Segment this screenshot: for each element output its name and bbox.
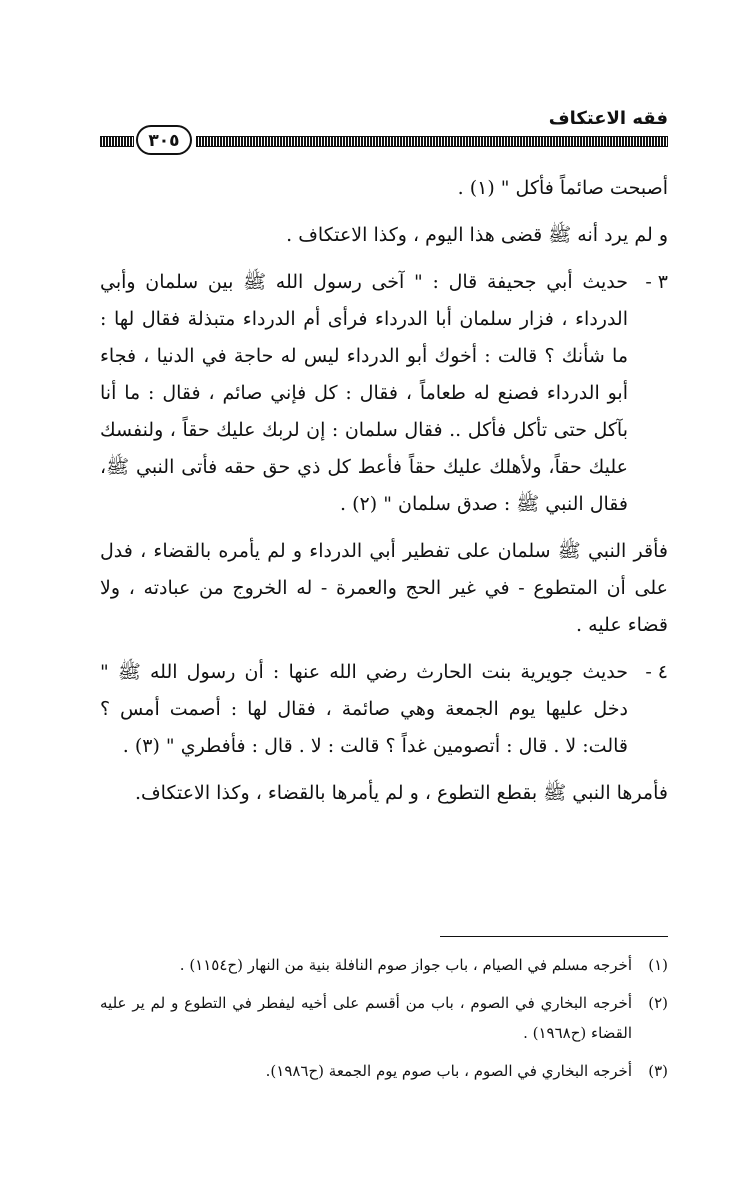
- page-number: ٣٠٥: [136, 125, 192, 155]
- footnotes: [100, 950, 668, 1094]
- item-text: حديث جويرية بنت الحارث رضي الله عنها : أن رسول الله ﷺ " دخل عليها يوم الجمعة وهي صائمة ، فقال لها : أصمت أمس ؟ قالت: لا . قال : أتصومين غداً ؟ قالت : لا . قال : فأفطري " (٣) .: [100, 661, 628, 757]
- item-text: حديث أبي جحيفة قال : " آخى رسول الله ﷺ بين سلمان وأبي الدرداء ، فزار سلمان أبا الدرداء فرأى أم الدرداء متبذلة فقال لها : ما شأنك ؟ قالت : أخوك أبو الدرداء ليس له حاجة في الدنيا ، فجاء أبو الدرداء فصنع له طعاماً ، فقال : كل فإني صائم ، فقال : ما أنا بآكل حتى تأكل فأكل .. فقال سلمان : إن لربك عليك حقاً ، ولنفسك عليك حقاً، ولأهلك عليك حقاً فأعط كل ذي حق حقه فأتى النبي ﷺ، فقال النبي ﷺ : صدق سلمان " (٢) .: [100, 271, 628, 515]
- footnote: [100, 1056, 668, 1086]
- paragraph: فأقر النبي ﷺ سلمان على تفطير أبي الدرداء و لم يأمره بالقضاء ، فدل على أن المتطوع - في غير الحج والعمرة - له الخروج من عبادته ، ولا قضاء عليه .: [100, 540, 668, 636]
- footnote-number: (٢): [648, 994, 668, 1012]
- paragraph: و لم يرد أنه ﷺ قضى هذا اليوم ، وكذا الاعتكاف .: [286, 224, 668, 246]
- header-rule: [196, 136, 668, 147]
- item-number: ٣ -: [645, 271, 668, 293]
- footnote-number: (١): [648, 956, 668, 974]
- footnote-text: أخرجه البخاري في الصوم ، باب صوم يوم الجمعة (ح١٩٨٦).: [265, 1062, 632, 1080]
- running-title: فقه الاعتكاف: [548, 108, 668, 129]
- footnote-separator: [440, 936, 668, 937]
- footnote-number: (٣): [648, 1062, 668, 1080]
- numbered-item: [100, 654, 668, 765]
- page-header: [100, 108, 668, 156]
- paragraph: أصبحت صائماً فأكل " (١) .: [457, 177, 668, 199]
- footnote: [100, 950, 668, 980]
- paragraph: فأمرها النبي ﷺ بقطع التطوع ، و لم يأمرها بالقضاء ، وكذا الاعتكاف.: [134, 782, 668, 804]
- item-number: ٤ -: [645, 661, 668, 683]
- numbered-item: [100, 264, 668, 523]
- footnote-text: أخرجه البخاري في الصوم ، باب من أقسم على أخيه ليفطر في التطوع و لم ير عليه القضاء (ح١٩٦٨) .: [100, 994, 632, 1042]
- header-rule-left: [100, 136, 134, 147]
- footnote: [100, 988, 668, 1048]
- footnote-text: أخرجه مسلم في الصيام ، باب جواز صوم النافلة بنية من النهار (ح١١٥٤) .: [179, 956, 632, 974]
- main-text: [100, 170, 668, 822]
